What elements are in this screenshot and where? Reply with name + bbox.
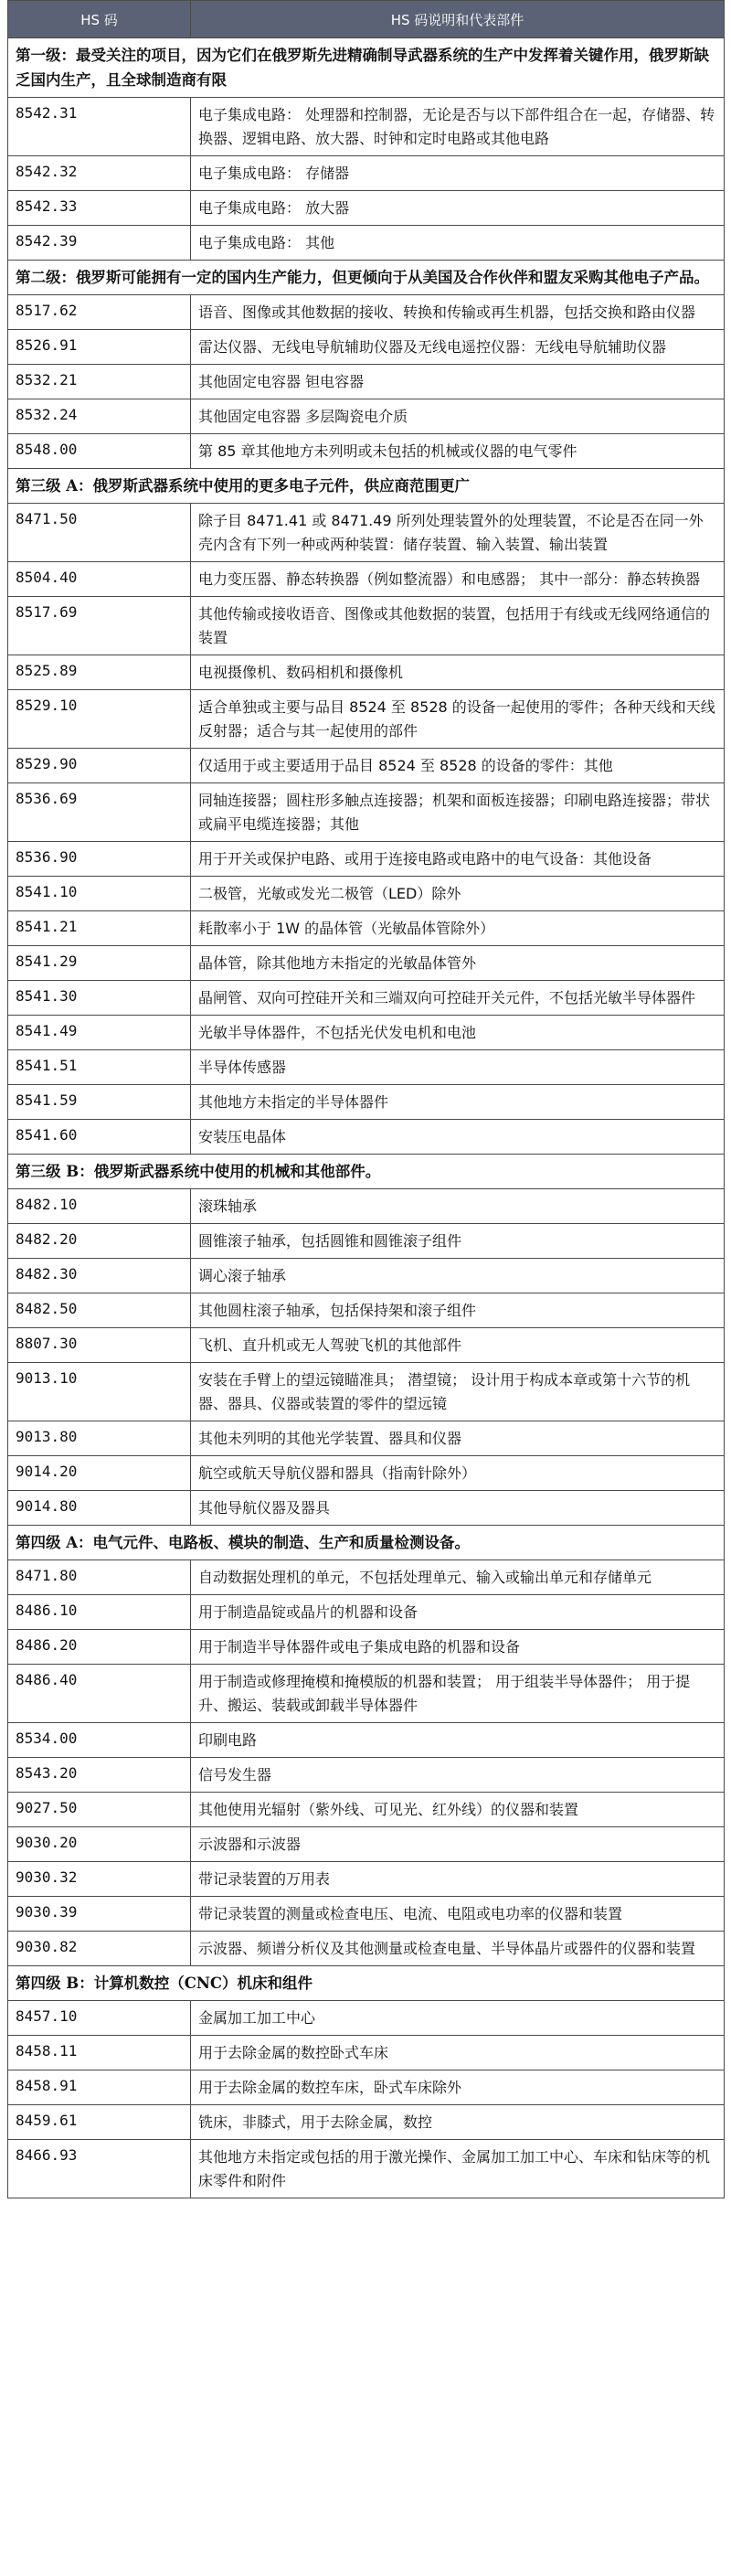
hs-code-cell: 8534.00 — [8, 1723, 191, 1758]
hs-code-cell: 9030.32 — [8, 1862, 191, 1897]
table-row — [8, 399, 725, 434]
hs-code-cell: 8543.20 — [8, 1758, 191, 1793]
header-description: HS 码说明和代表部件 — [191, 1, 725, 38]
tier-heading-row — [8, 1155, 725, 1189]
tier-heading-row — [8, 1966, 725, 2001]
hs-code-cell: 8532.24 — [8, 399, 191, 434]
description-cell: 信号发生器 — [191, 1758, 725, 1793]
table-row — [8, 1723, 725, 1758]
table-row — [8, 504, 725, 562]
table-row — [8, 911, 725, 946]
description-cell: 用于制造晶锭或晶片的机器和设备 — [191, 1595, 725, 1630]
table-row — [8, 226, 725, 261]
hs-code-cell: 8458.11 — [8, 2036, 191, 2070]
description-cell: 印刷电路 — [191, 1723, 725, 1758]
description-cell: 除子目 8471.41 或 8471.49 所列处理装置外的处理装置，不论是否在同一外壳内含有下列一种或两种装置：储存装置、输入装置、输出装置 — [191, 504, 725, 562]
description-cell: 电子集成电路： 其他 — [191, 226, 725, 261]
table-row — [8, 2105, 725, 2140]
tier-heading-row — [8, 469, 725, 504]
table-row — [8, 1897, 725, 1932]
table-row — [8, 1328, 725, 1363]
tier-heading-row — [8, 1526, 725, 1560]
table-row — [8, 1827, 725, 1862]
hs-code-cell: 8486.10 — [8, 1595, 191, 1630]
tier-heading: 第一级：最受关注的项目，因为它们在俄罗斯先进精确制导武器系统的生产中发挥着关键作用，俄罗斯缺乏国内生产，且全球制造商有限 — [8, 38, 725, 98]
description-cell: 示波器和示波器 — [191, 1827, 725, 1862]
table-row — [8, 1630, 725, 1665]
description-cell: 安装在手臂上的望远镜瞄准具； 潜望镜； 设计用于构成本章或第十六节的机器、器具、仪器或装置的零件的望远镜 — [191, 1363, 725, 1421]
table-row — [8, 2001, 725, 2036]
description-cell: 晶体管，除其他地方未指定的光敏晶体管外 — [191, 946, 725, 981]
hs-code-cell: 8471.80 — [8, 1560, 191, 1595]
table-header-row — [8, 1, 725, 38]
description-cell: 二极管，光敏或发光二极管（LED）除外 — [191, 877, 725, 911]
description-cell: 铣床，非膝式，用于去除金属，数控 — [191, 2105, 725, 2140]
hs-code-cell: 8541.29 — [8, 946, 191, 981]
table-row — [8, 690, 725, 749]
description-cell: 电子集成电路： 放大器 — [191, 191, 725, 226]
table-row — [8, 1456, 725, 1491]
tier-heading-row — [8, 38, 725, 98]
hs-code-cell: 8529.10 — [8, 690, 191, 749]
hs-code-cell: 8517.69 — [8, 597, 191, 655]
hs-code-cell: 8541.51 — [8, 1050, 191, 1085]
header-code: HS 码 — [8, 1, 191, 38]
table-row — [8, 783, 725, 842]
hs-code-cell: 8541.30 — [8, 981, 191, 1016]
table-row — [8, 1120, 725, 1155]
description-cell: 光敏半导体器件，不包括光伏发电机和电池 — [191, 1016, 725, 1050]
table-body — [8, 38, 725, 2198]
hs-code-cell: 8541.59 — [8, 1085, 191, 1120]
hs-code-cell: 8542.33 — [8, 191, 191, 226]
description-cell: 其他地方未指定的半导体器件 — [191, 1085, 725, 1120]
description-cell: 其他导航仪器及器具 — [191, 1491, 725, 1526]
hs-code-cell: 8548.00 — [8, 434, 191, 469]
tier-heading: 第二级：俄罗斯可能拥有一定的国内生产能力，但更倾向于从美国及合作伙伴和盟友采购其他电子产品。 — [8, 261, 725, 295]
description-cell: 示波器、频谱分析仪及其他测量或检查电量、半导体晶片或器件的仪器和装置 — [191, 1932, 725, 1966]
description-cell: 用于去除金属的数控车床，卧式车床除外 — [191, 2070, 725, 2105]
table-row — [8, 295, 725, 330]
hs-code-cell: 8486.40 — [8, 1665, 191, 1723]
hs-code-cell: 9013.80 — [8, 1421, 191, 1456]
tier-heading: 第三级 A：俄罗斯武器系统中使用的更多电子元件，供应商范围更广 — [8, 469, 725, 504]
hs-code-cell: 8482.20 — [8, 1224, 191, 1259]
table-row — [8, 877, 725, 911]
hs-code-cell: 9030.39 — [8, 1897, 191, 1932]
description-cell: 耗散率小于 1W 的晶体管（光敏晶体管除外） — [191, 911, 725, 946]
hs-code-cell: 9014.80 — [8, 1491, 191, 1526]
table-row — [8, 2070, 725, 2105]
hs-code-cell: 9014.20 — [8, 1456, 191, 1491]
hs-code-cell: 9013.10 — [8, 1363, 191, 1421]
description-cell: 电视摄像机、数码相机和摄像机 — [191, 655, 725, 690]
tier-heading: 第四级 B：计算机数控（CNC）机床和组件 — [8, 1966, 725, 2001]
description-cell: 适合单独或主要与品目 8524 至 8528 的设备一起使用的零件；各种天线和天线反射器；适合与其一起使用的部件 — [191, 690, 725, 749]
hs-code-cell: 8458.91 — [8, 2070, 191, 2105]
table-row — [8, 1491, 725, 1526]
hs-code-cell: 9027.50 — [8, 1793, 191, 1827]
description-cell: 电子集成电路： 处理器和控制器，无论是否与以下部件组合在一起，存储器、转换器、逻辑电路、放大器、时钟和定时电路或其他电路 — [191, 98, 725, 156]
hs-code-table — [7, 0, 725, 2198]
table-row — [8, 434, 725, 469]
description-cell: 仅适用于或主要适用于品目 8524 至 8528 的设备的零件：其他 — [191, 749, 725, 783]
table-row — [8, 1560, 725, 1595]
tier-heading: 第四级 A：电气元件、电路板、模块的制造、生产和质量检测设备。 — [8, 1526, 725, 1560]
table-row — [8, 655, 725, 690]
table-row — [8, 1363, 725, 1421]
table-row — [8, 2036, 725, 2070]
hs-code-cell: 8459.61 — [8, 2105, 191, 2140]
table-row — [8, 562, 725, 597]
hs-code-cell: 8536.69 — [8, 783, 191, 842]
description-cell: 其他未列明的其他光学装置、器具和仪器 — [191, 1421, 725, 1456]
table-row — [8, 1932, 725, 1966]
hs-code-cell: 8541.21 — [8, 911, 191, 946]
table-row — [8, 1595, 725, 1630]
table-row — [8, 1016, 725, 1050]
description-cell: 调心滚子轴承 — [191, 1259, 725, 1293]
description-cell: 带记录装置的万用表 — [191, 1862, 725, 1897]
description-cell: 第 85 章其他地方未列明或未包括的机械或仪器的电气零件 — [191, 434, 725, 469]
hs-code-cell: 8542.39 — [8, 226, 191, 261]
description-cell: 其他使用光辐射（紫外线、可见光、红外线）的仪器和装置 — [191, 1793, 725, 1827]
table-row — [8, 981, 725, 1016]
description-cell: 带记录装置的测量或检查电压、电流、电阻或电功率的仪器和装置 — [191, 1897, 725, 1932]
description-cell: 用于制造或修理掩模和掩模版的机器和装置； 用于组装半导体器件； 用于提升、搬运、装载或卸载半导体器件 — [191, 1665, 725, 1723]
hs-code-cell: 9030.20 — [8, 1827, 191, 1862]
hs-code-cell: 8466.93 — [8, 2140, 191, 2198]
table-row — [8, 1793, 725, 1827]
table-row — [8, 842, 725, 877]
description-cell: 用于制造半导体器件或电子集成电路的机器和设备 — [191, 1630, 725, 1665]
table-row — [8, 1259, 725, 1293]
table-row — [8, 1224, 725, 1259]
description-cell: 同轴连接器；圆柱形多触点连接器；机架和面板连接器；印刷电路连接器；带状或扁平电缆连接器；其他 — [191, 783, 725, 842]
hs-code-cell: 8536.90 — [8, 842, 191, 877]
description-cell: 雷达仪器、无线电导航辅助仪器及无线电遥控仪器：无线电导航辅助仪器 — [191, 330, 725, 365]
description-cell: 用于去除金属的数控卧式车床 — [191, 2036, 725, 2070]
hs-code-cell: 8517.62 — [8, 295, 191, 330]
hs-code-cell: 8504.40 — [8, 562, 191, 597]
hs-code-cell: 8526.91 — [8, 330, 191, 365]
description-cell: 其他地方未指定或包括的用于激光操作、金属加工加工中心、车床和钻床等的机床零件和附件 — [191, 2140, 725, 2198]
table-row — [8, 1085, 725, 1120]
table-row — [8, 1421, 725, 1456]
description-cell: 圆锥滚子轴承，包括圆锥和圆锥滚子组件 — [191, 1224, 725, 1259]
hs-code-cell: 8807.30 — [8, 1328, 191, 1363]
hs-code-cell: 8541.60 — [8, 1120, 191, 1155]
hs-code-cell: 8482.10 — [8, 1189, 191, 1224]
table-row — [8, 156, 725, 191]
description-cell: 飞机、直升机或无人驾驶飞机的其他部件 — [191, 1328, 725, 1363]
description-cell: 安装压电晶体 — [191, 1120, 725, 1155]
description-cell: 电力变压器、静态转换器（例如整流器）和电感器； 其中一部分：静态转换器 — [191, 562, 725, 597]
description-cell: 金属加工加工中心 — [191, 2001, 725, 2036]
hs-code-cell: 8541.49 — [8, 1016, 191, 1050]
tier-heading: 第三级 B：俄罗斯武器系统中使用的机械和其他部件。 — [8, 1155, 725, 1189]
hs-code-cell: 8486.20 — [8, 1630, 191, 1665]
hs-code-cell: 8525.89 — [8, 655, 191, 690]
table-row — [8, 1050, 725, 1085]
table-row — [8, 946, 725, 981]
table-row — [8, 330, 725, 365]
description-cell: 电子集成电路： 存储器 — [191, 156, 725, 191]
description-cell: 半导体传感器 — [191, 1050, 725, 1085]
description-cell: 语音、图像或其他数据的接收、转换和传输或再生机器，包括交换和路由仪器 — [191, 295, 725, 330]
hs-code-cell: 8471.50 — [8, 504, 191, 562]
hs-code-cell: 8542.32 — [8, 156, 191, 191]
table-row — [8, 191, 725, 226]
description-cell: 其他传输或接收语音、图像或其他数据的装置，包括用于有线或无线网络通信的装置 — [191, 597, 725, 655]
table-row — [8, 98, 725, 156]
table-row — [8, 1189, 725, 1224]
table-row — [8, 365, 725, 399]
hs-code-cell: 8532.21 — [8, 365, 191, 399]
description-cell: 航空或航天导航仪器和器具（指南针除外） — [191, 1456, 725, 1491]
table-row — [8, 1293, 725, 1328]
description-cell: 其他固定电容器 多层陶瓷电介质 — [191, 399, 725, 434]
table-row — [8, 749, 725, 783]
table-row — [8, 1862, 725, 1897]
hs-code-cell: 8529.90 — [8, 749, 191, 783]
hs-code-cell: 8542.31 — [8, 98, 191, 156]
hs-code-cell: 8482.50 — [8, 1293, 191, 1328]
description-cell: 滚珠轴承 — [191, 1189, 725, 1224]
hs-code-cell: 8541.10 — [8, 877, 191, 911]
table-row — [8, 1665, 725, 1723]
table-row — [8, 2140, 725, 2198]
description-cell: 其他固定电容器 钽电容器 — [191, 365, 725, 399]
table-row — [8, 597, 725, 655]
description-cell: 用于开关或保护电路、或用于连接电路或电路中的电气设备：其他设备 — [191, 842, 725, 877]
description-cell: 自动数据处理机的单元，不包括处理单元、输入或输出单元和存储单元 — [191, 1560, 725, 1595]
description-cell: 晶闸管、双向可控硅开关和三端双向可控硅开关元件，不包括光敏半导体器件 — [191, 981, 725, 1016]
table-row — [8, 1758, 725, 1793]
tier-heading-row — [8, 261, 725, 295]
hs-code-cell: 8482.30 — [8, 1259, 191, 1293]
hs-code-cell: 9030.82 — [8, 1932, 191, 1966]
description-cell: 其他圆柱滚子轴承，包括保持架和滚子组件 — [191, 1293, 725, 1328]
hs-code-cell: 8457.10 — [8, 2001, 191, 2036]
